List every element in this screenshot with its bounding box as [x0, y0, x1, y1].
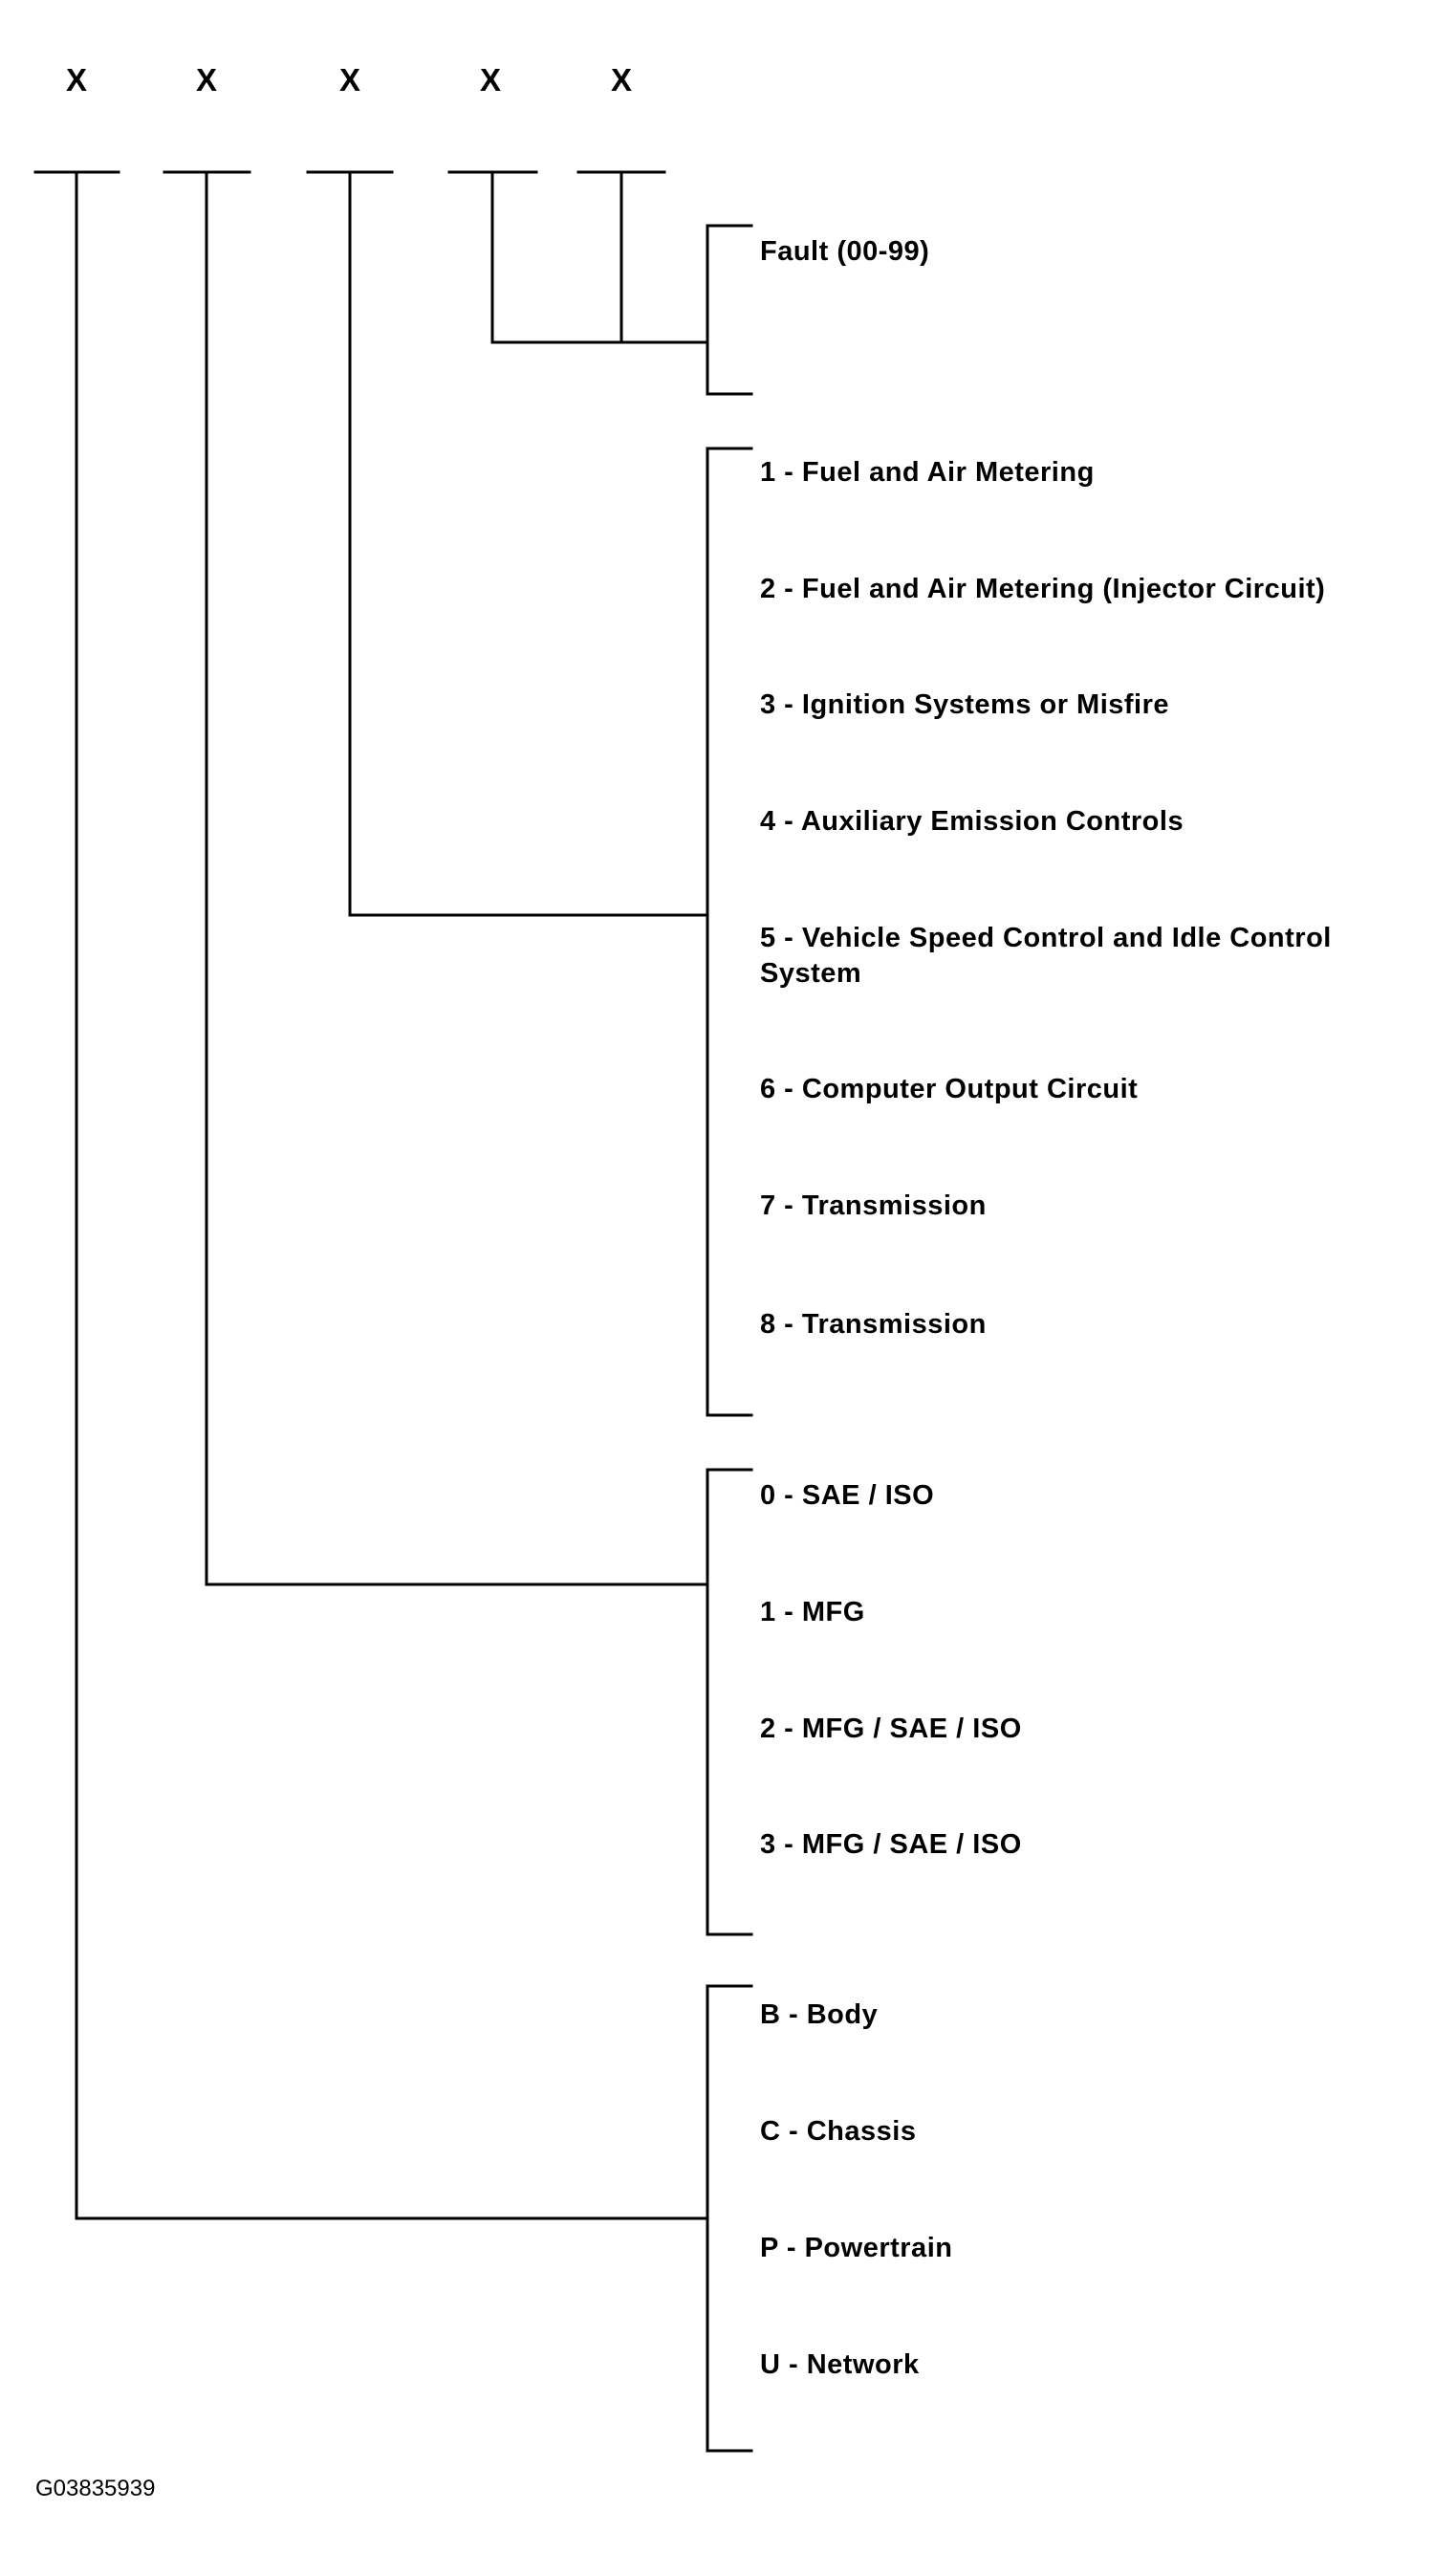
code-type-group-bracket [707, 1470, 751, 1934]
position-1-connector [76, 172, 707, 2218]
code-type-item-2: 2 - MFG / SAE / ISO [760, 1714, 1022, 1744]
position-2-connector [206, 172, 707, 1584]
figure-id: G03835939 [35, 2476, 156, 2501]
subsystem-item-1: 1 - Fuel and Air Metering [760, 457, 1095, 488]
code-type-item-3: 3 - MFG / SAE / ISO [760, 1829, 1022, 1860]
subsystem-group-bracket [707, 448, 751, 1415]
position-3-label: X [338, 62, 361, 98]
fault-group-bracket [707, 226, 751, 394]
position-1-label: X [65, 62, 88, 98]
subsystem-item-5: 5 - Vehicle Speed Control and Idle Control [760, 923, 1332, 953]
subsystem-item-6: 6 - Computer Output Circuit [760, 1074, 1139, 1104]
subsystem-item-5-continued: System [760, 958, 862, 989]
code-type-item-0: 0 - SAE / ISO [760, 1480, 935, 1511]
code-type-item-1: 1 - MFG [760, 1597, 865, 1627]
position-4-5-connector [492, 172, 707, 342]
subsystem-item-2: 2 - Fuel and Air Metering (Injector Circuit) [760, 574, 1326, 604]
subsystem-item-4: 4 - Auxiliary Emission Controls [760, 806, 1184, 837]
position-4-label: X [479, 62, 502, 98]
position-3-connector [350, 172, 707, 915]
system-item-body: B - Body [760, 1999, 879, 2030]
position-2-label: X [195, 62, 218, 98]
system-item-network: U - Network [760, 2349, 920, 2380]
position-5-label: X [610, 62, 633, 98]
subsystem-item-3: 3 - Ignition Systems or Misfire [760, 689, 1170, 720]
fault-range-label: Fault (00-99) [760, 236, 930, 267]
system-group-bracket [707, 1986, 751, 2451]
subsystem-item-8: 8 - Transmission [760, 1309, 987, 1340]
subsystem-item-7: 7 - Transmission [760, 1190, 987, 1221]
system-item-powertrain: P - Powertrain [760, 2233, 953, 2263]
system-item-chassis: C - Chassis [760, 2116, 917, 2147]
